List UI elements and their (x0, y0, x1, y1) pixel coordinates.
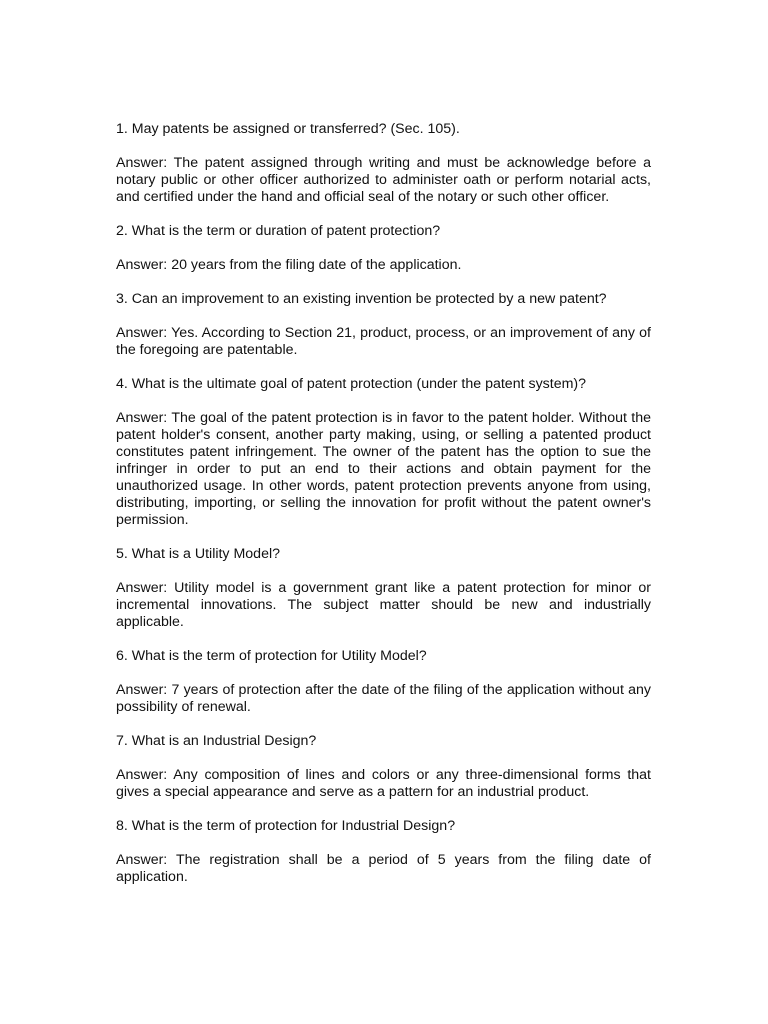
answer-7: Answer: Any composition of lines and colors or any three-dimensional forms that gives a special appearance and serve as a pattern for an industrial product. (116, 767, 651, 800)
question-8: 8. What is the term of protection for Industrial Design? (116, 818, 456, 834)
question-7: 7. What is an Industrial Design? (116, 733, 317, 749)
question-1: 1. May patents be assigned or transferred? (Sec. 105). (116, 121, 460, 137)
question-2: 2. What is the term or duration of patent protection? (116, 223, 441, 239)
qa-item-7 (116, 733, 651, 801)
question-5: 5. What is a Utility Model? (116, 546, 281, 562)
document-page (116, 121, 651, 903)
answer-4: Answer: The goal of the patent protection is in favor to the patent holder. Without the patent holder's consent, another party making, using, or selling a patented product constitutes patent infringement. The owner of the patent has the option to sue the infringer in order to put an end to their actions and obtain payment for the unauthorized usage. In other words, patent protection prevents anyone from using, distributing, importing, or selling the innovation for profit without the patent owner's permission. (116, 410, 651, 528)
answer-1: Answer: The patent assigned through writing and must be acknowledge before a notary public or other officer authorized to administer oath or perform notarial acts, and certified under the hand and official seal of the notary or such other officer. (116, 155, 651, 205)
qa-item-6 (116, 648, 651, 716)
answer-6: Answer: 7 years of protection after the date of the filing of the application without any possibility of renewal. (116, 682, 651, 715)
question-4: 4. What is the ultimate goal of patent protection (under the patent system)? (116, 376, 587, 392)
answer-3: Answer: Yes. According to Section 21, product, process, or an improvement of any of the foregoing are patentable. (116, 325, 651, 358)
answer-8: Answer: The registration shall be a period of 5 years from the filing date of application. (116, 852, 651, 885)
question-3: 3. Can an improvement to an existing invention be protected by a new patent? (116, 291, 607, 307)
qa-item-1 (116, 121, 651, 206)
qa-item-2 (116, 223, 651, 274)
qa-item-8 (116, 818, 651, 886)
qa-item-4 (116, 376, 651, 529)
question-6: 6. What is the term of protection for Utility Model? (116, 648, 427, 664)
qa-item-3 (116, 291, 651, 359)
qa-item-5 (116, 546, 651, 631)
answer-2: Answer: 20 years from the filing date of the application. (116, 257, 462, 273)
answer-5: Answer: Utility model is a government grant like a patent protection for minor or incremental innovations. The subject matter should be new and industrially applicable. (116, 580, 651, 630)
